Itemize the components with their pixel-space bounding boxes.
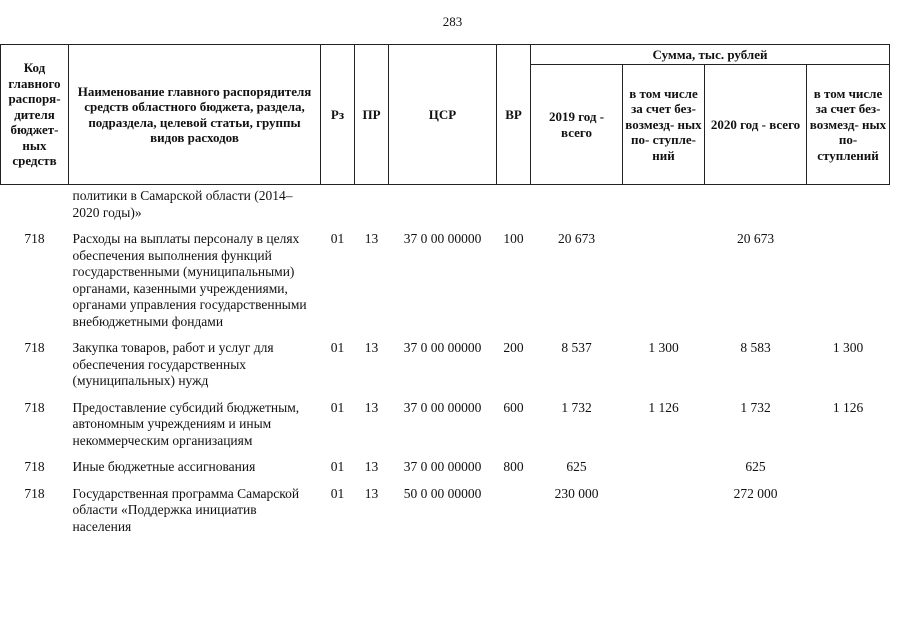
cell-2020-total: 1 732 <box>740 399 771 415</box>
cell-2020-total: 8 583 <box>740 340 771 355</box>
table-row <box>1 450 890 477</box>
cell-2019-free: 1 126 <box>648 399 679 415</box>
cell-2020-total: 272 000 <box>733 485 778 501</box>
cell-name: Иные бюджетные ассигнования <box>72 459 256 474</box>
cell-vr <box>497 185 531 223</box>
cell-name: Закупка товаров, работ и услуг для обеспечения государственных (муниципальных) нужд <box>72 340 274 388</box>
cell-csr: 50 0 00 00000 <box>403 485 482 501</box>
table-row <box>1 331 890 391</box>
cell-2019-free <box>623 185 705 223</box>
header-2020-total: 2020 год - всего <box>705 65 807 185</box>
header-name: Наименование главного распорядителя средств областного бюджета, раздела, подраздела, целевой статьи, группы видов расходов <box>69 45 321 185</box>
header-code: Код главного распоря- дителя бюджет- ных средств <box>1 45 69 185</box>
cell-2020-free <box>807 477 890 537</box>
cell-2019-total: 625 <box>566 459 587 474</box>
header-vr: ВР <box>497 45 531 185</box>
cell-rz: 01 <box>330 485 345 501</box>
cell-csr: 37 0 00 00000 <box>403 459 482 474</box>
cell-pr: 13 <box>364 459 379 474</box>
cell-2019-free: 1 300 <box>648 340 679 355</box>
cell-csr: 37 0 00 00000 <box>403 231 482 246</box>
cell-code: 718 <box>24 340 45 355</box>
budget-table <box>0 44 890 536</box>
cell-vr: 800 <box>503 459 524 474</box>
cell-2019-free <box>623 477 705 537</box>
cell-2019-total: 8 537 <box>561 340 592 355</box>
cell-2020-free <box>807 450 890 477</box>
cell-rz: 01 <box>330 459 345 474</box>
cell-vr: 600 <box>503 399 524 415</box>
cell-code <box>1 185 69 223</box>
cell-csr: 37 0 00 00000 <box>403 399 482 415</box>
cell-name: политики в Самарской области (2014–2020 годы)» <box>72 188 293 220</box>
header-rz: Рз <box>321 45 355 185</box>
cell-csr: 37 0 00 00000 <box>403 340 482 355</box>
cell-code: 718 <box>24 459 45 474</box>
cell-name: Расходы на выплаты персоналу в целях обеспечения выполнения функций государственными (муниципальными) органами, казенными учреждениями, органами управления государственными внебюджетными фондами <box>72 231 307 329</box>
cell-csr <box>389 185 497 223</box>
table-row <box>1 477 890 537</box>
table-row <box>1 391 890 451</box>
cell-2019-total: 230 000 <box>554 485 599 501</box>
cell-code: 718 <box>24 399 45 415</box>
cell-pr: 13 <box>364 340 379 355</box>
table-row <box>1 222 890 331</box>
header-pr: ПР <box>355 45 389 185</box>
cell-2019-total: 1 732 <box>561 399 592 415</box>
cell-rz <box>321 185 355 223</box>
cell-vr: 100 <box>503 231 524 246</box>
cell-pr: 13 <box>364 231 379 246</box>
table-header <box>1 45 890 185</box>
header-2019-free: в том числе за счет без- возмезд- ных по- ступле- ний <box>623 65 705 185</box>
cell-code: 718 <box>24 231 45 246</box>
cell-name: Государственная программа Самарской области «Поддержка инициатив населения <box>72 485 300 534</box>
cell-pr: 13 <box>364 485 379 501</box>
cell-2020-total <box>705 185 807 223</box>
table-body <box>1 185 890 537</box>
cell-2019-free <box>623 450 705 477</box>
cell-2020-total: 625 <box>745 459 766 474</box>
cell-code: 718 <box>24 485 45 501</box>
cell-2019-free <box>623 222 705 331</box>
header-2019-total: 2019 год - всего <box>531 65 623 185</box>
cell-2020-free <box>807 185 890 223</box>
cell-2020-free: 1 300 <box>832 340 864 355</box>
cell-rz: 01 <box>330 231 345 246</box>
table-row <box>1 185 890 223</box>
cell-2020-free: 1 126 <box>832 399 864 415</box>
cell-vr: 200 <box>503 340 524 355</box>
page-number: 283 <box>442 14 463 29</box>
cell-2019-total <box>531 185 623 223</box>
cell-2019-total: 20 673 <box>557 231 596 246</box>
cell-rz: 01 <box>330 399 345 415</box>
cell-pr: 13 <box>364 399 379 415</box>
cell-pr <box>355 185 389 223</box>
cell-vr <box>497 477 531 537</box>
cell-2020-total: 20 673 <box>736 231 775 246</box>
header-2020-free: в том числе за счет без- возмезд- ных по- ступлений <box>807 65 890 185</box>
cell-rz: 01 <box>330 340 345 355</box>
header-csr: ЦСР <box>389 45 497 185</box>
header-sum-group: Сумма, тыс. рублей <box>531 45 890 65</box>
cell-name: Предоставление субсидий бюджетным, автономным учреждениям и иным некоммерческим организациям <box>72 399 300 448</box>
cell-2020-free <box>807 222 890 331</box>
